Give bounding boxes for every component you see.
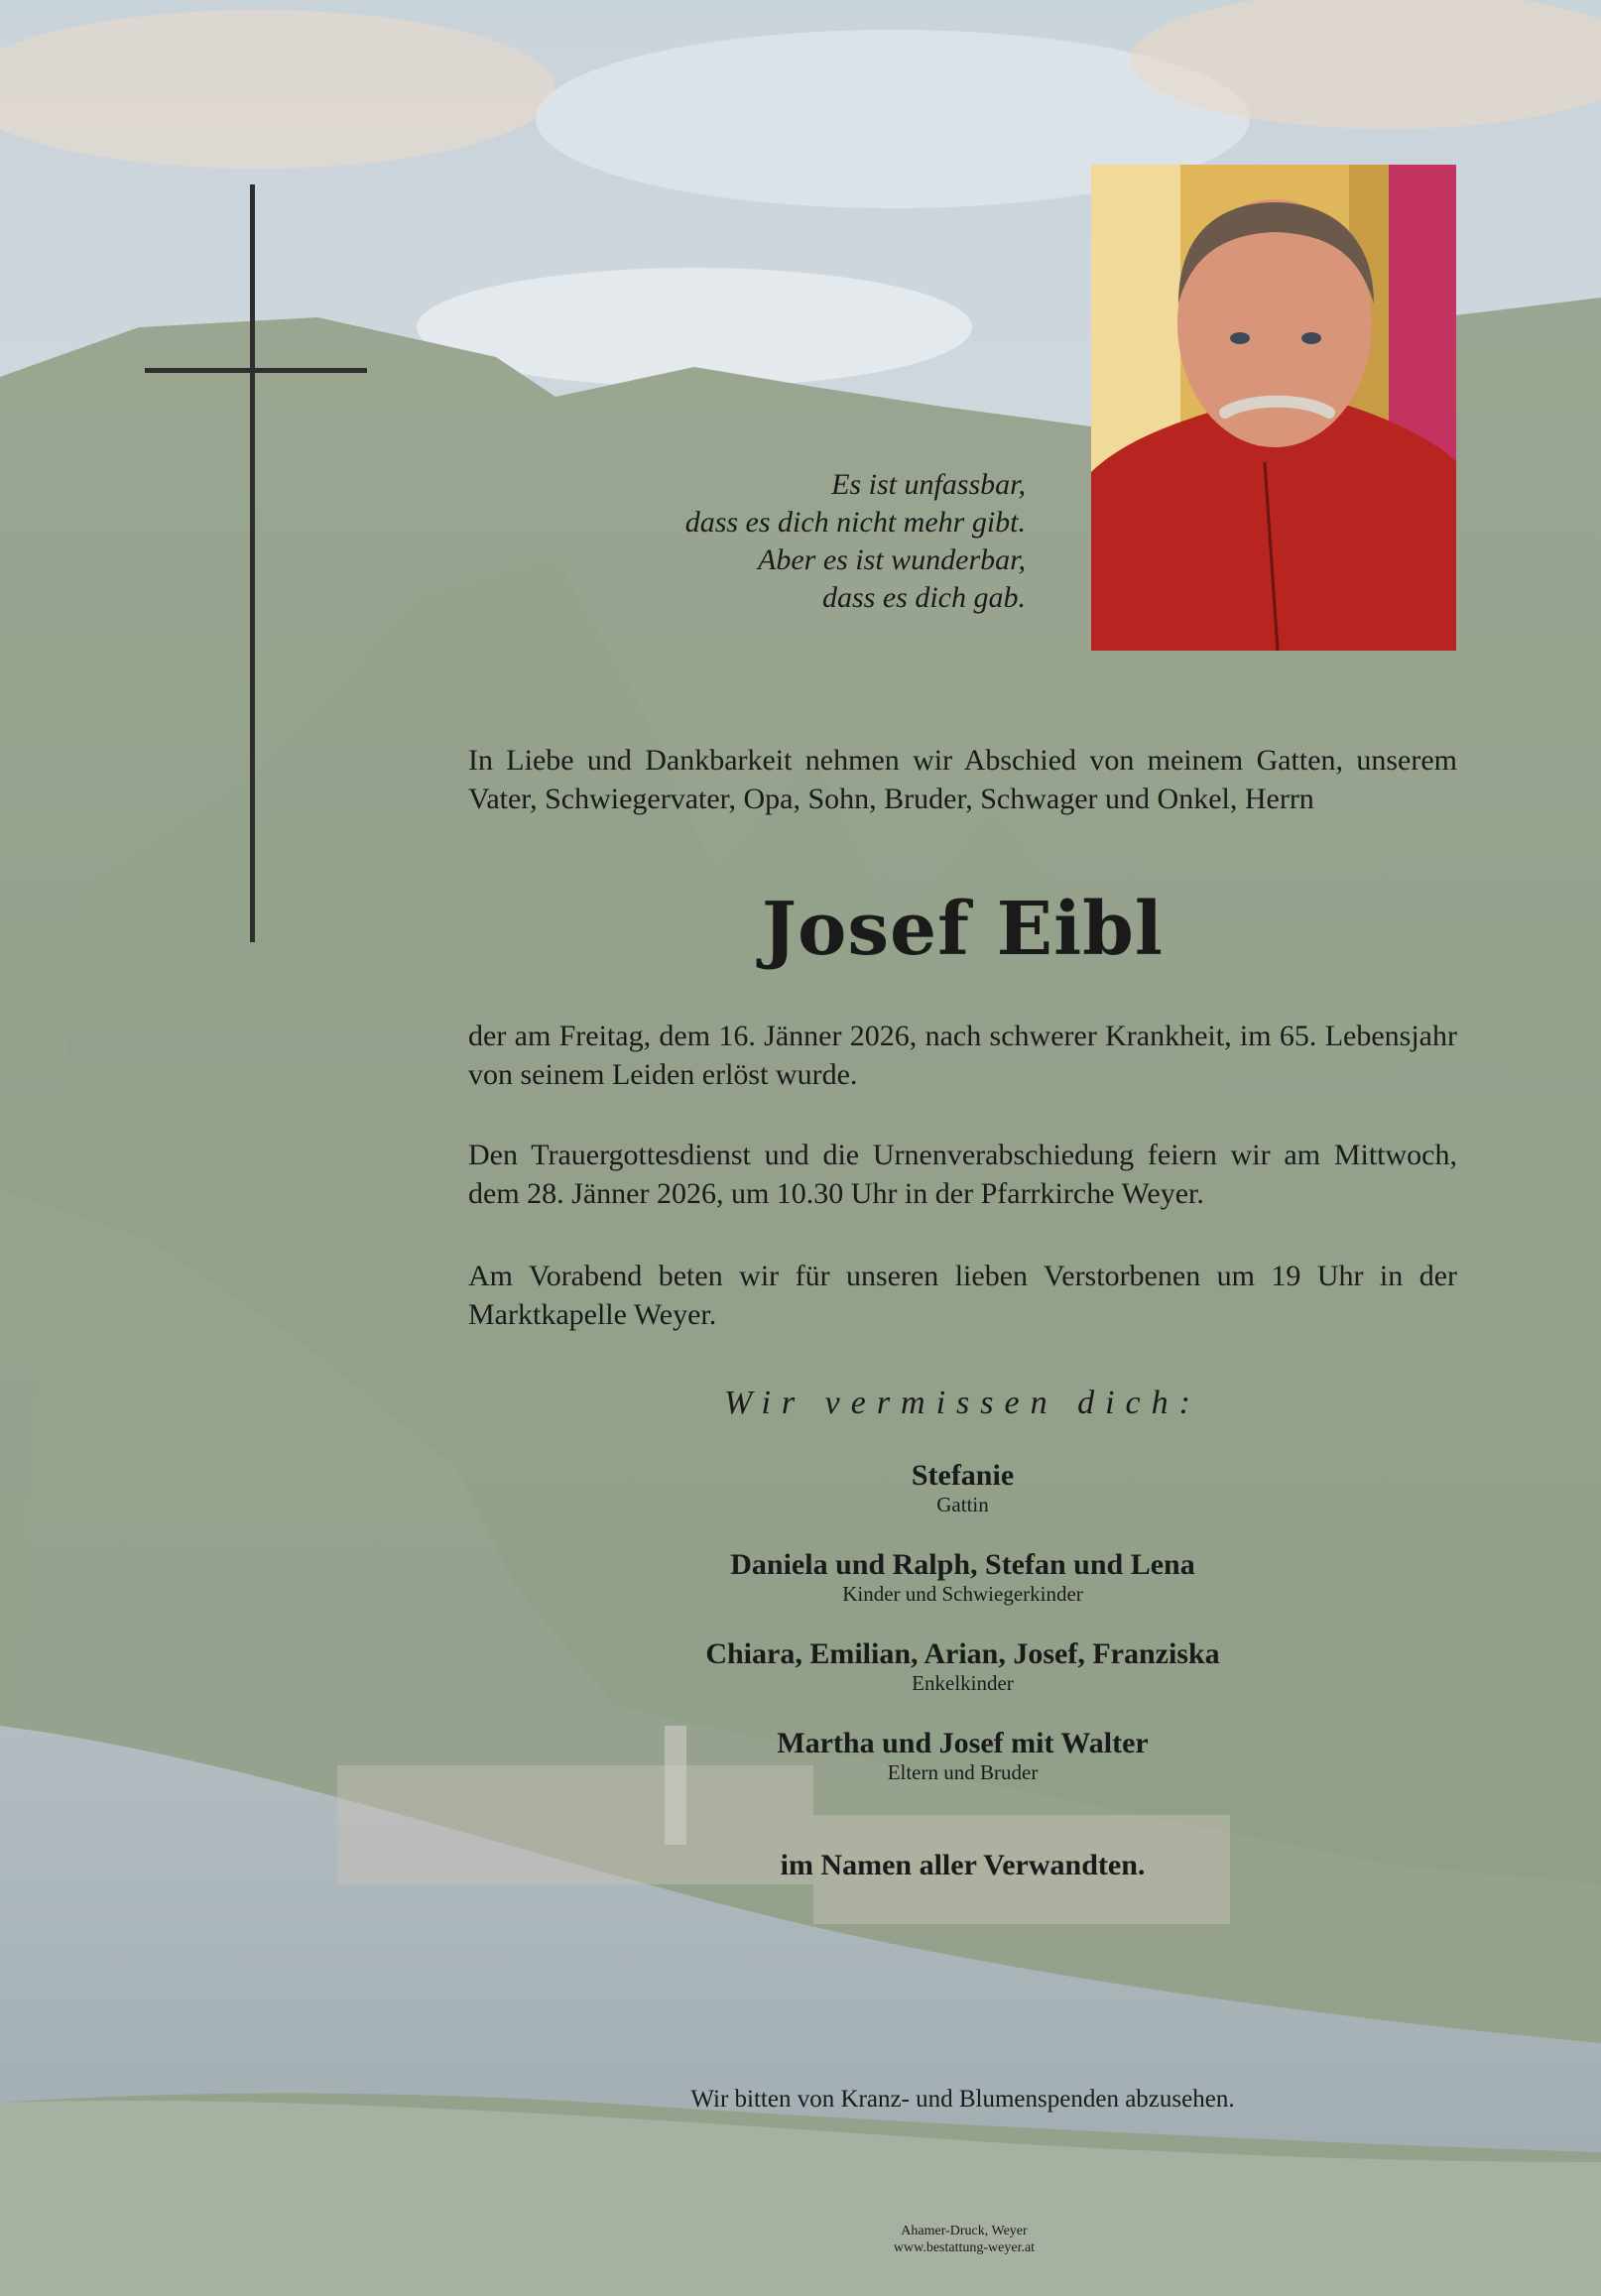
poem-line: dass es dich nicht mehr gibt. bbox=[684, 506, 1026, 539]
printer-credit bbox=[766, 2223, 1163, 2256]
poem-line: dass es dich gab. bbox=[822, 581, 1026, 614]
family-names: Daniela und Ralph, Stefan und Lena bbox=[730, 1548, 1195, 1581]
poem-line: Aber es ist wunderbar, bbox=[758, 544, 1026, 576]
closing-line: im Namen aller Verwandten. bbox=[780, 1849, 1146, 1881]
family-role: Gattin bbox=[936, 1493, 989, 1516]
family-group bbox=[468, 1727, 1457, 1785]
poem bbox=[555, 466, 1026, 617]
prayer-paragraph: Am Vorabend beten wir für unseren lieben Verstorbenen um 19 Uhr in der Marktkapelle Weyer. bbox=[468, 1260, 1457, 1331]
family-role: Eltern und Bruder bbox=[887, 1760, 1039, 1784]
intro-text: In Liebe und Dankbarkeit nehmen wir Abschied von meinem Gatten, unserem Vater, Schwiegervater, Opa, Sohn, Bruder, Schwager und Onkel, Herrn bbox=[468, 744, 1457, 815]
family-role: Enkelkinder bbox=[912, 1671, 1014, 1695]
deceased-name: Josef Eibl bbox=[761, 887, 1165, 972]
flower-request: Wir bitten von Kranz- und Blumenspenden abzusehen. bbox=[690, 2086, 1235, 2113]
service-paragraph: Den Trauergottesdienst und die Urnenverabschiedung feiern wir am Mittwoch, dem 28. Jänner 2026, um 10.30 Uhr in der Pfarrkirche Weyer. bbox=[468, 1139, 1457, 1210]
family-list bbox=[468, 1459, 1457, 1816]
printer-name: Ahamer-Druck, Weyer bbox=[901, 2224, 1028, 2238]
family-group bbox=[468, 1637, 1457, 1696]
portrait-photo bbox=[1091, 165, 1456, 651]
miss-heading: Wir vermissen dich: bbox=[724, 1385, 1201, 1421]
family-names: Martha und Josef mit Walter bbox=[777, 1727, 1149, 1759]
family-group bbox=[468, 1548, 1457, 1607]
family-group bbox=[468, 1459, 1457, 1517]
printer-url[interactable]: www.bestattung-weyer.at bbox=[893, 2240, 1036, 2255]
poem-line: Es ist unfassbar, bbox=[831, 468, 1026, 501]
death-notice-paragraph: der am Freitag, dem 16. Jänner 2026, nach schwerer Krankheit, im 65. Lebensjahr von seinem Leiden erlöst wurde. bbox=[468, 1020, 1457, 1091]
family-names: Chiara, Emilian, Arian, Josef, Franziska bbox=[705, 1637, 1220, 1670]
cross-icon-bar bbox=[145, 368, 367, 373]
family-role: Kinder und Schwiegerkinder bbox=[842, 1582, 1083, 1606]
family-names: Stefanie bbox=[911, 1459, 1015, 1492]
cross-icon bbox=[250, 184, 255, 942]
